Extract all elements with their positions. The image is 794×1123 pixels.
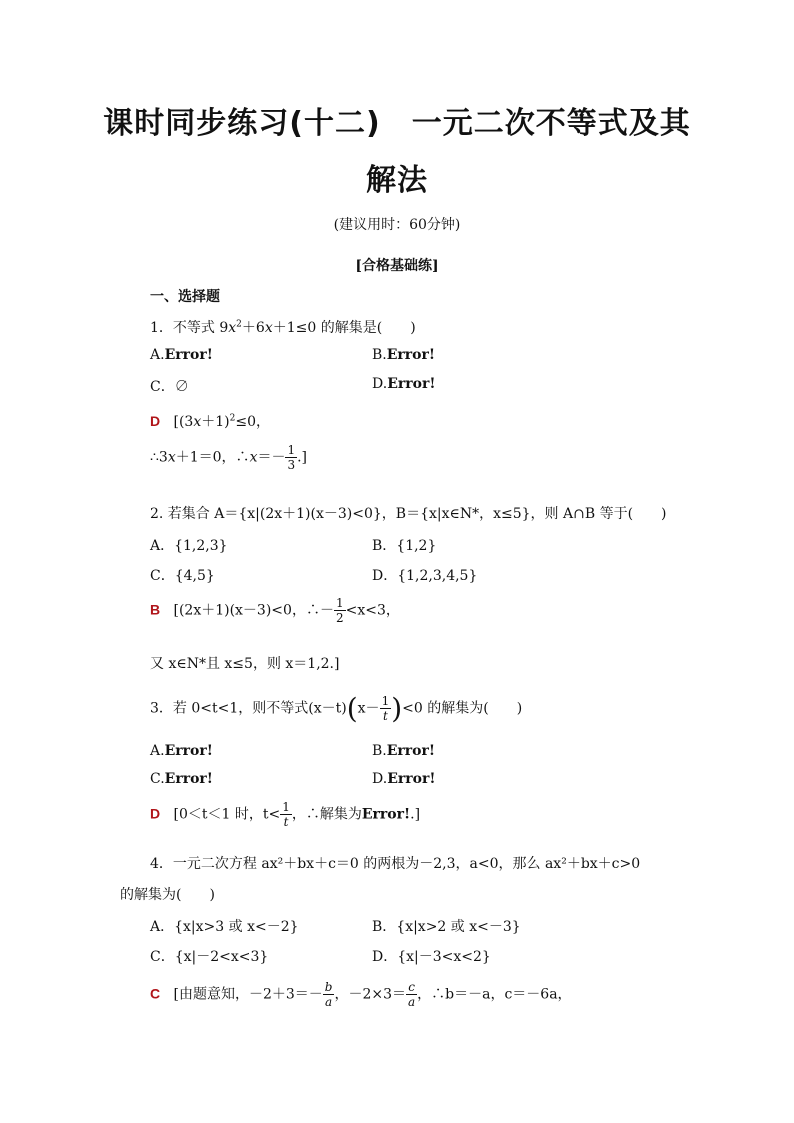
q3-option-a: A.Error! — [150, 743, 213, 759]
q2-option-a: A．{1,2,3} — [150, 538, 228, 554]
q3-solution: D [0＜t＜1 时，t< $\frac{1}{t}$ ，∴解集为Error!.] — [150, 800, 421, 829]
q2-option-b: B．{1,2} — [372, 538, 437, 554]
q2-stem: 2. 若集合 A＝{x|(2x＋1)(x－3)<0}，B＝{x|x∈N*，x≤5}，则 A∩B 等于( ) — [150, 506, 667, 522]
page-title-line1: 课时同步练习(十二) 一元二次不等式及其 — [103, 106, 691, 141]
q3-answer-letter: D — [150, 805, 161, 822]
q4-solution: C [由题意知，－2＋3＝－ $\frac{b}{a}$ ，－2×3＝ $\frac{c}{a}$ ，∴b＝－a，c＝－6a， — [150, 980, 572, 1009]
q1-answer-letter: D — [150, 413, 161, 429]
time-note: (建议用时：60分钟) — [333, 217, 461, 233]
q1-option-a: A.Error! — [150, 347, 213, 363]
q4-stem-line1: 4．一元二次方程 ax²＋bx＋c＝0 的两根为－2,3，a<0，那么 ax²＋bx＋c>0 — [150, 856, 641, 872]
q1-stem: 1．不等式 $9x^2+6x+1\le 0$ 的解集是( ) — [150, 319, 416, 336]
q1-solution-line2: ∴3x＋1＝0，∴x＝－ $\frac{1}{3}$ .] — [150, 443, 308, 472]
q4-option-b: B．{x|x>2 或 x<－3} — [372, 919, 521, 935]
q1-solution-line1: D [$(3x+1)^2\le 0$， — [150, 413, 270, 430]
q2-solution-line2: 又 x∈N*且 x≤5，则 x＝1,2.] — [150, 656, 340, 672]
q4-answer-letter: C — [150, 985, 161, 1002]
page-title-line2: 解法 — [366, 163, 428, 198]
q2-solution-line1: B [(2x＋1)(x－3)<0，∴－ $\frac{1}{2}$ <x<3， — [150, 596, 400, 625]
q4-option-a: A．{x|x>3 或 x<－2} — [150, 919, 299, 935]
q3-option-d: D.Error! — [372, 771, 436, 787]
part-heading: 一、选择题 — [150, 289, 220, 305]
q2-answer-letter: B — [150, 601, 161, 618]
q2-option-d: D．{1,2,3,4,5} — [372, 568, 478, 584]
q1-option-c: C．∅ — [150, 379, 189, 395]
section-heading: [合格基础练] — [355, 258, 439, 274]
q4-option-c: C．{x|－2<x<3} — [150, 949, 269, 965]
q3-option-b: B.Error! — [372, 743, 436, 759]
q1-option-b: B.Error! — [372, 347, 436, 363]
q3-stem: 3．若 0<t<1，则不等式(x－t)(x－ $\frac{1}{t}$ )<0 的解集为( ) — [150, 692, 523, 725]
q2-option-c: C．{4,5} — [150, 568, 215, 584]
q1-option-d: D.Error! — [372, 376, 436, 392]
q4-stem-line2: 的解集为( ) — [120, 887, 215, 903]
q3-option-c: C.Error! — [150, 771, 213, 787]
q4-option-d: D．{x|－3<x<2} — [372, 949, 491, 965]
